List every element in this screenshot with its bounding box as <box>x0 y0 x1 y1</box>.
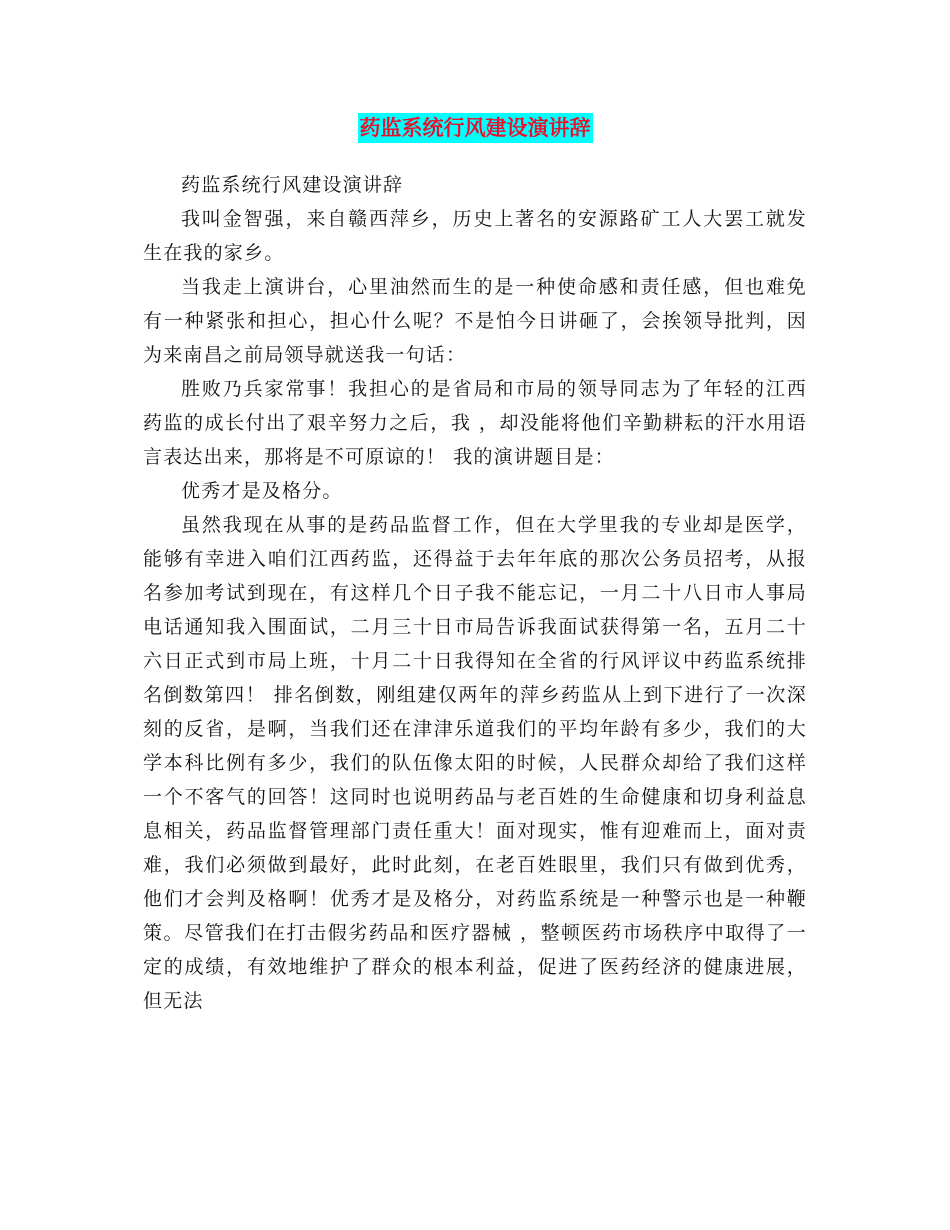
paragraph-podium: 当我走上演讲台，心里油然而生的是一种使命感和责任感，但也难免有一种紧张和担心，担心什么呢？不是怕今日讲砸了，会挨领导批判，因为来南昌之前局领导就送我一句话： <box>143 276 807 366</box>
paragraph-topic: 优秀才是及格分。 <box>181 480 343 502</box>
paragraph-concern: 胜败乃兵家常事！我担心的是省局和市局的领导同志为了年轻的江西药监的成长付出了艰辛努力之后，我 ，却没能将他们辛勤耕耘的汗水用语言表达出来，那将是不可原谅的！ 我的演讲题目是： <box>143 378 807 468</box>
document-body <box>143 168 807 1018</box>
title-container <box>0 113 950 143</box>
paragraph-main: 虽然我现在从事的是药品监督工作，但在大学里我的专业却是医学，能够有幸进入咱们江西药监，还得益于去年年底的那次公务员招考，从报名参加考试到现在，有这样几个日子我不能忘记，一月二十八日市人事局电话通知我入围面试，二月三十日市局告诉我面试获得第一名，五月二十六日正式到市局上班，十月二十日我得知在全省的行风评议中药监系统排名倒数第四！ 排名倒数，刚组建仅两年的萍乡药监从上到下进行了一次深刻的反省，是啊，当我们还在津津乐道我们的平均年龄有多少，我们的大学本科比例有多少，我们的队伍像太阳的时候，人民群众却给了我们这样一个不客气的回答！这同时也说明药品与老百姓的生命健康和切身利益息息相关，药品监督管理部门责任重大！面对现实，惟有迎难而上，面对责难，我们必须做到最好，此时此刻，在老百姓眼里，我们只有做到优秀，他们才会判及格啊！优秀才是及格分，对药监系统是一种警示也是一种鞭策。尽管我们在打击假劣药品和医疗器械 ，整顿医药市场秩序中取得了一定的成绩，有效地维护了群众的根本利益，促进了医药经济的健康进展，但无法 <box>143 514 807 1012</box>
paragraph-subtitle: 药监系统行风建设演讲辞 <box>181 174 404 196</box>
document-title: 药监系统行风建设演讲辞 <box>358 113 593 143</box>
paragraph-intro: 我叫金智强，来自赣西萍乡，历史上著名的安源路矿工人大罢工就发生在我的家乡。 <box>143 208 807 264</box>
